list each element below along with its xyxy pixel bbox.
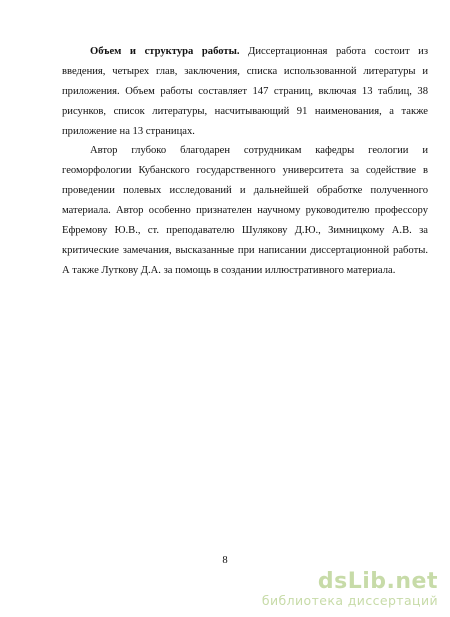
paragraph-structure-line-4: рисунков, список литературы, насчитывающий 91 наименования, а также (62, 105, 428, 117)
paragraph-acknowledgement-line-5: Ефремову Ю.В., ст. преподавателю Шулякову Д.Ю., Зимницкому А.В. за (62, 225, 428, 237)
paragraph-structure-lead: Объем и структура работы. (90, 46, 240, 57)
paragraph-acknowledgement-line-2: геоморфологии Кубанского государственного университета за содействие в (62, 165, 428, 177)
paragraph-structure-line-5: приложение на 13 страницах. (62, 125, 195, 137)
paragraph-structure-line-1 (62, 42, 428, 62)
paragraph-structure-line-3: приложения. Объем работы составляет 147 страниц, включая 13 таблиц, 38 (62, 85, 428, 97)
paragraph-acknowledgement-line-7: А также Луткову Д.А. за помощь в создании иллюстративного материала. (62, 264, 396, 276)
paragraph-acknowledgement-line-3: проведении полевых исследований и дальнейшей обработке полученного (62, 185, 428, 197)
page-number: 8 (222, 555, 228, 566)
watermark (262, 570, 438, 608)
paragraph-structure-line-1-text: Диссертационная работа состоит из (248, 46, 428, 57)
watermark-logo: dsLib.net (317, 569, 438, 594)
paragraph-acknowledgement-line-4: материала. Автор особенно признателен научному руководителю профессору (62, 205, 428, 217)
watermark-subtitle: библиотека диссертаций (261, 593, 438, 608)
paragraph-acknowledgement-line-6: критические замечания, высказанные при написании диссертационной работы. (62, 244, 428, 256)
paragraph-acknowledgement-line-1: Автор глубоко благодарен сотрудникам кафедры геологии и (90, 145, 428, 157)
document-body (62, 42, 428, 281)
paragraph-structure-line-2: введения, четырех глав, заключения, списка использованной литературы и (62, 65, 428, 77)
